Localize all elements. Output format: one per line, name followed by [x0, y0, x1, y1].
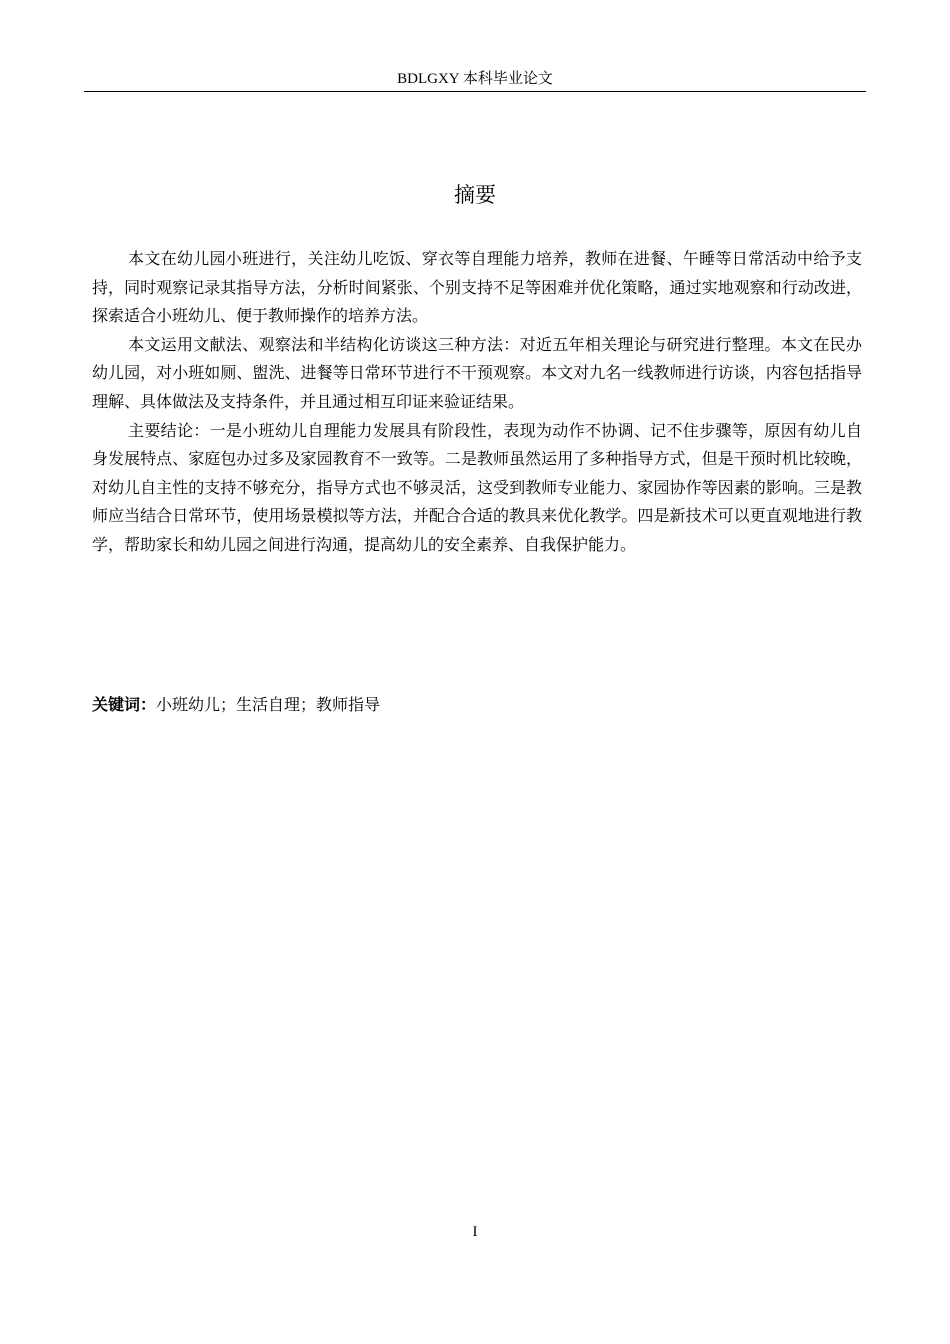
- abstract-paragraph: 主要结论：一是小班幼儿自理能力发展具有阶段性，表现为动作不协调、记不住步骤等，原因有幼儿自身发展特点、家庭包办过多及家园教育不一致等。二是教师虽然运用了多种指导方式，但是干预时机比较晚，对幼儿自主性的支持不够充分，指导方式也不够灵活，这受到教师专业能力、家园协作等因素的影响。三是教师应当结合日常环节，使用场景模拟等方法，并配合合适的教具来优化教学。四是新技术可以更直观地进行教学，帮助家长和幼儿园之间进行沟通，提高幼儿的安全素养、自我保护能力。: [92, 420, 862, 554]
- page-number: I: [472, 1224, 478, 1240]
- abstract-title: 摘要: [454, 183, 496, 207]
- abstract-body: [92, 245, 862, 560]
- keywords-label: 关键词：: [92, 695, 157, 714]
- keywords-value: 小班幼儿；生活自理；教师指导: [156, 695, 381, 714]
- header-rule: [84, 91, 866, 92]
- running-header: BDLGXY 本科毕业论文: [397, 71, 553, 87]
- abstract-paragraph: 本文运用文献法、观察法和半结构化访谈这三种方法：对近五年相关理论与研究进行整理。本文在民办幼儿园，对小班如厕、盥洗、进餐等日常环节进行不干预观察。本文对九名一线教师进行访谈，内容包括指导理解、具体做法及支持条件，并且通过相互印证来验证结果。: [92, 334, 862, 411]
- abstract-paragraph: 本文在幼儿园小班进行，关注幼儿吃饭、穿衣等自理能力培养，教师在进餐、午睡等日常活动中给予支持，同时观察记录其指导方法，分析时间紧张、个别支持不足等困难并优化策略，通过实地观察和行动改进，探索适合小班幼儿、便于教师操作的培养方法。: [92, 249, 862, 326]
- keywords-line: [92, 691, 862, 719]
